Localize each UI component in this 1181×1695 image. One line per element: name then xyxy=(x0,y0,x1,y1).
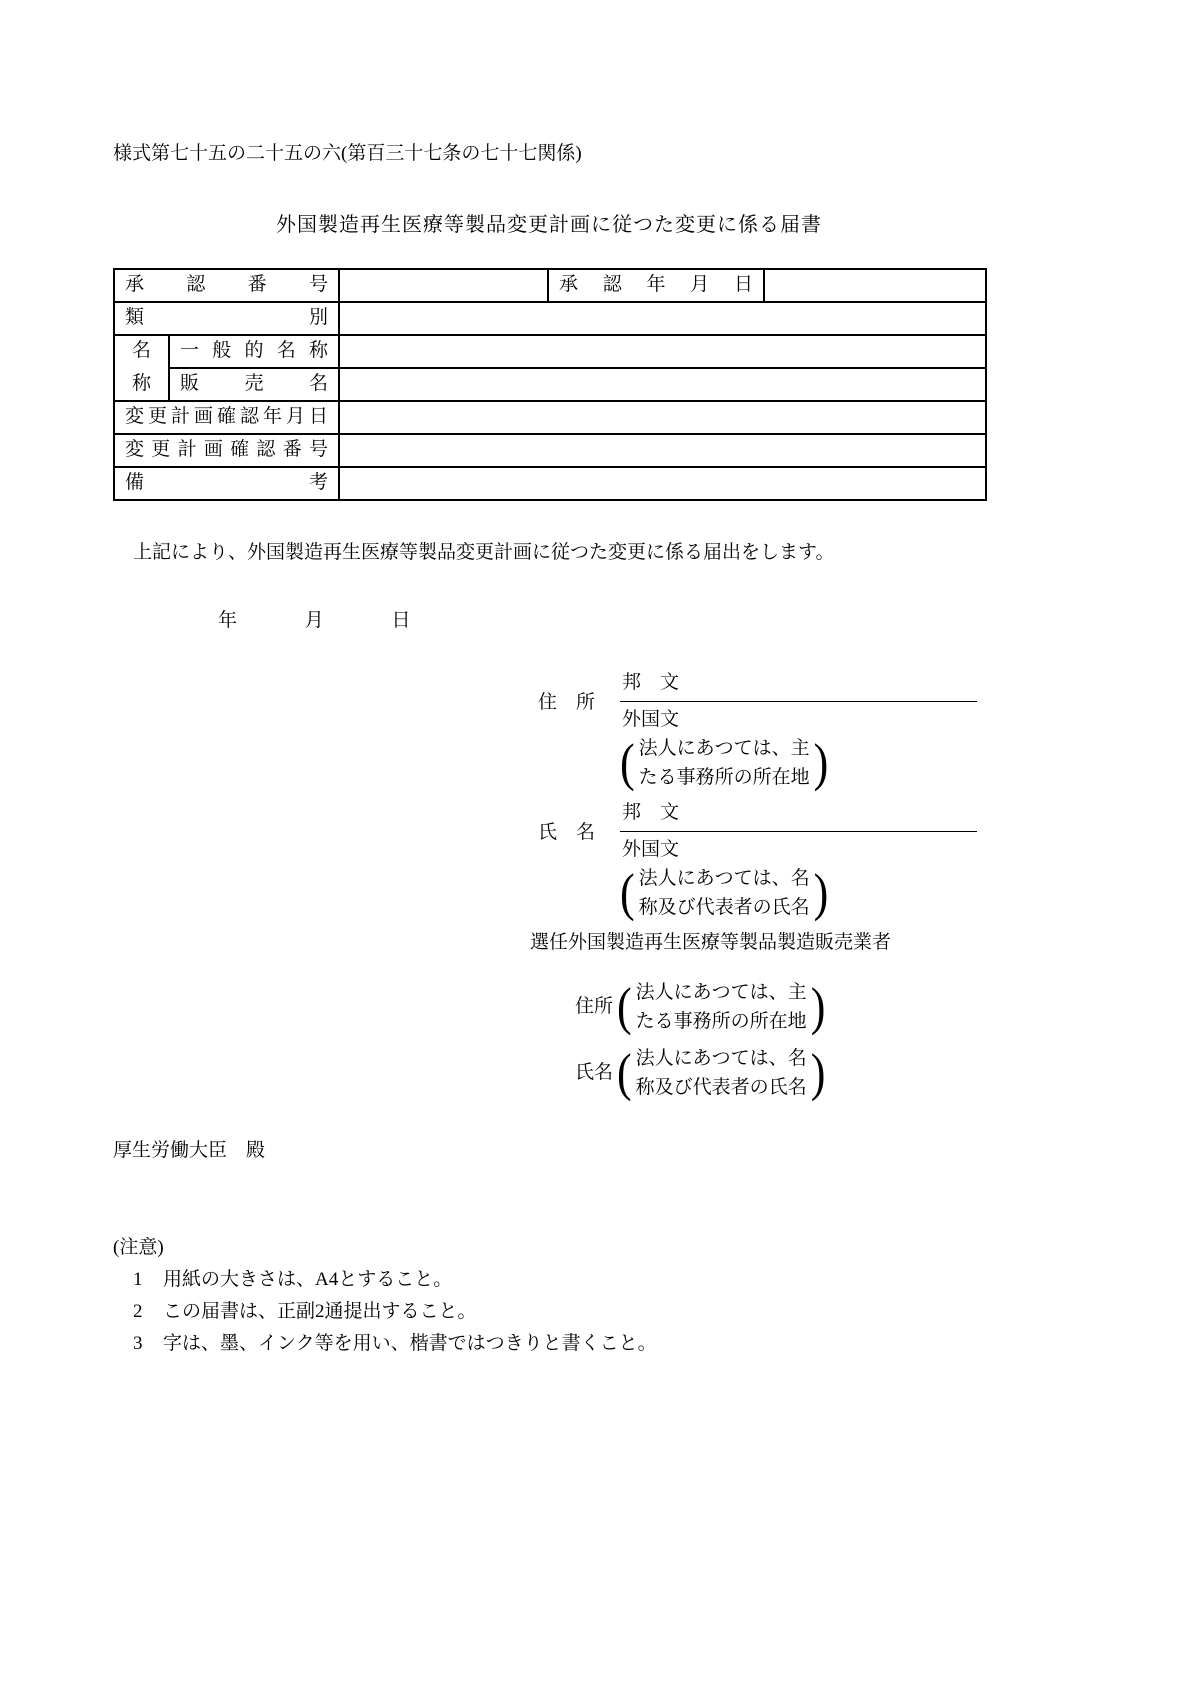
date-day-label: 日 xyxy=(391,610,411,631)
agent-name-label: 氏名 xyxy=(575,1061,614,1083)
close-paren-icon: ) xyxy=(810,977,826,1036)
note-text: 字は、墨、インク等を用い、楷書ではつきりと書くこと。 xyxy=(163,1333,657,1354)
note-line-1: 法人にあつては、名 xyxy=(635,1048,807,1069)
note-number: 1 xyxy=(133,1269,143,1290)
note-line-1: 法人にあつては、名 xyxy=(638,868,810,890)
remarks-label: 備考 xyxy=(114,467,339,500)
category-label: 類別 xyxy=(114,302,339,335)
applicant-name-label: 氏 名 xyxy=(538,822,596,843)
note-number: 3 xyxy=(133,1333,143,1354)
sales-name-input[interactable] xyxy=(339,368,986,401)
approval-number-input[interactable] xyxy=(339,269,548,302)
note-text: この届書は、正副2通提出すること。 xyxy=(163,1301,477,1322)
general-name-input[interactable] xyxy=(339,335,986,368)
applicant-address-block xyxy=(538,670,978,792)
table-row-category xyxy=(114,302,986,335)
applicant-address-note xyxy=(620,734,977,792)
table-row-sales-name xyxy=(114,368,986,401)
applicant-name-japanese-line[interactable] xyxy=(620,800,977,832)
category-input[interactable] xyxy=(339,302,986,335)
plan-confirm-number-label: 変更計画確認番号 xyxy=(114,434,339,467)
minister-addressee: 厚生労働大臣 殿 xyxy=(113,1140,266,1161)
plan-confirm-date-label: 変更計画確認年月日 xyxy=(114,401,339,434)
applicant-address-japanese-line[interactable] xyxy=(620,670,977,702)
close-paren-icon: ) xyxy=(813,863,829,922)
table-row-approval xyxy=(114,269,986,302)
open-paren-icon: ( xyxy=(617,1043,632,1102)
note-text: 用紙の大きさは、A4とすること。 xyxy=(163,1269,453,1290)
note-line-2: 称及び代表者の氏名 xyxy=(635,1077,807,1098)
note-item xyxy=(133,1299,477,1326)
close-paren-icon: ) xyxy=(810,1043,826,1102)
plan-confirm-number-input[interactable] xyxy=(339,434,986,467)
document-title: 外国製造再生医療等製品変更計画に従つた変更に係る届書 xyxy=(276,214,822,236)
agent-address-label: 住所 xyxy=(575,995,614,1017)
foreign-script-label: 外国文 xyxy=(622,838,680,860)
note-line-2: たる事務所の所在地 xyxy=(638,767,810,789)
name-char-top: 名 xyxy=(131,340,151,361)
table-row-general-name xyxy=(114,335,986,368)
open-paren-icon: ( xyxy=(620,733,635,792)
open-paren-icon: ( xyxy=(620,863,635,922)
date-month-label: 月 xyxy=(304,610,324,631)
sales-name-label: 販売名 xyxy=(169,368,339,401)
statement-text: 上記により、外国製造再生医療等製品変更計画に従つた変更に係る届出をします。 xyxy=(133,542,835,563)
date-line xyxy=(218,608,411,635)
name-column-label xyxy=(114,335,169,401)
applicant-name-block xyxy=(538,800,978,922)
note-line-2: たる事務所の所在地 xyxy=(635,1011,807,1032)
date-year-label: 年 xyxy=(218,610,238,631)
japanese-script-label: 邦 文 xyxy=(622,802,680,823)
note-item xyxy=(133,1331,657,1358)
note-line-1: 法人にあつては、主 xyxy=(638,738,810,760)
japanese-script-label: 邦 文 xyxy=(622,672,680,693)
approval-number-label: 承認番号 xyxy=(114,269,339,302)
applicant-name-note xyxy=(620,864,977,922)
agent-address-row xyxy=(575,978,825,1036)
applicant-address-label: 住 所 xyxy=(538,692,596,713)
general-name-label: 一般的名称 xyxy=(169,335,339,368)
open-paren-icon: ( xyxy=(617,977,632,1036)
note-number: 2 xyxy=(133,1301,143,1322)
table-row-plan-confirm-number xyxy=(114,434,986,467)
form-number: 様式第七十五の二十五の六(第百三十七条の七十七関係) xyxy=(113,143,582,164)
note-line-2: 称及び代表者の氏名 xyxy=(638,897,810,919)
approval-date-label: 承認年月日 xyxy=(548,269,764,302)
close-paren-icon: ) xyxy=(813,733,829,792)
note-item xyxy=(133,1267,452,1294)
agent-heading: 選任外国製造再生医療等製品製造販売業者 xyxy=(530,932,892,953)
name-char-bottom: 称 xyxy=(131,373,151,395)
foreign-script-label: 外国文 xyxy=(622,708,680,730)
note-line-1: 法人にあつては、主 xyxy=(635,982,807,1003)
notes-title: (注意) xyxy=(113,1237,164,1258)
approval-date-input[interactable] xyxy=(764,269,986,302)
remarks-input[interactable] xyxy=(339,467,986,500)
table-row-remarks xyxy=(114,467,986,500)
plan-confirm-date-input[interactable] xyxy=(339,401,986,434)
agent-name-row xyxy=(575,1044,825,1102)
table-row-plan-confirm-date xyxy=(114,401,986,434)
form-table xyxy=(113,268,987,501)
applicant-address-foreign-line[interactable] xyxy=(620,702,977,734)
applicant-name-foreign-line[interactable] xyxy=(620,832,977,864)
